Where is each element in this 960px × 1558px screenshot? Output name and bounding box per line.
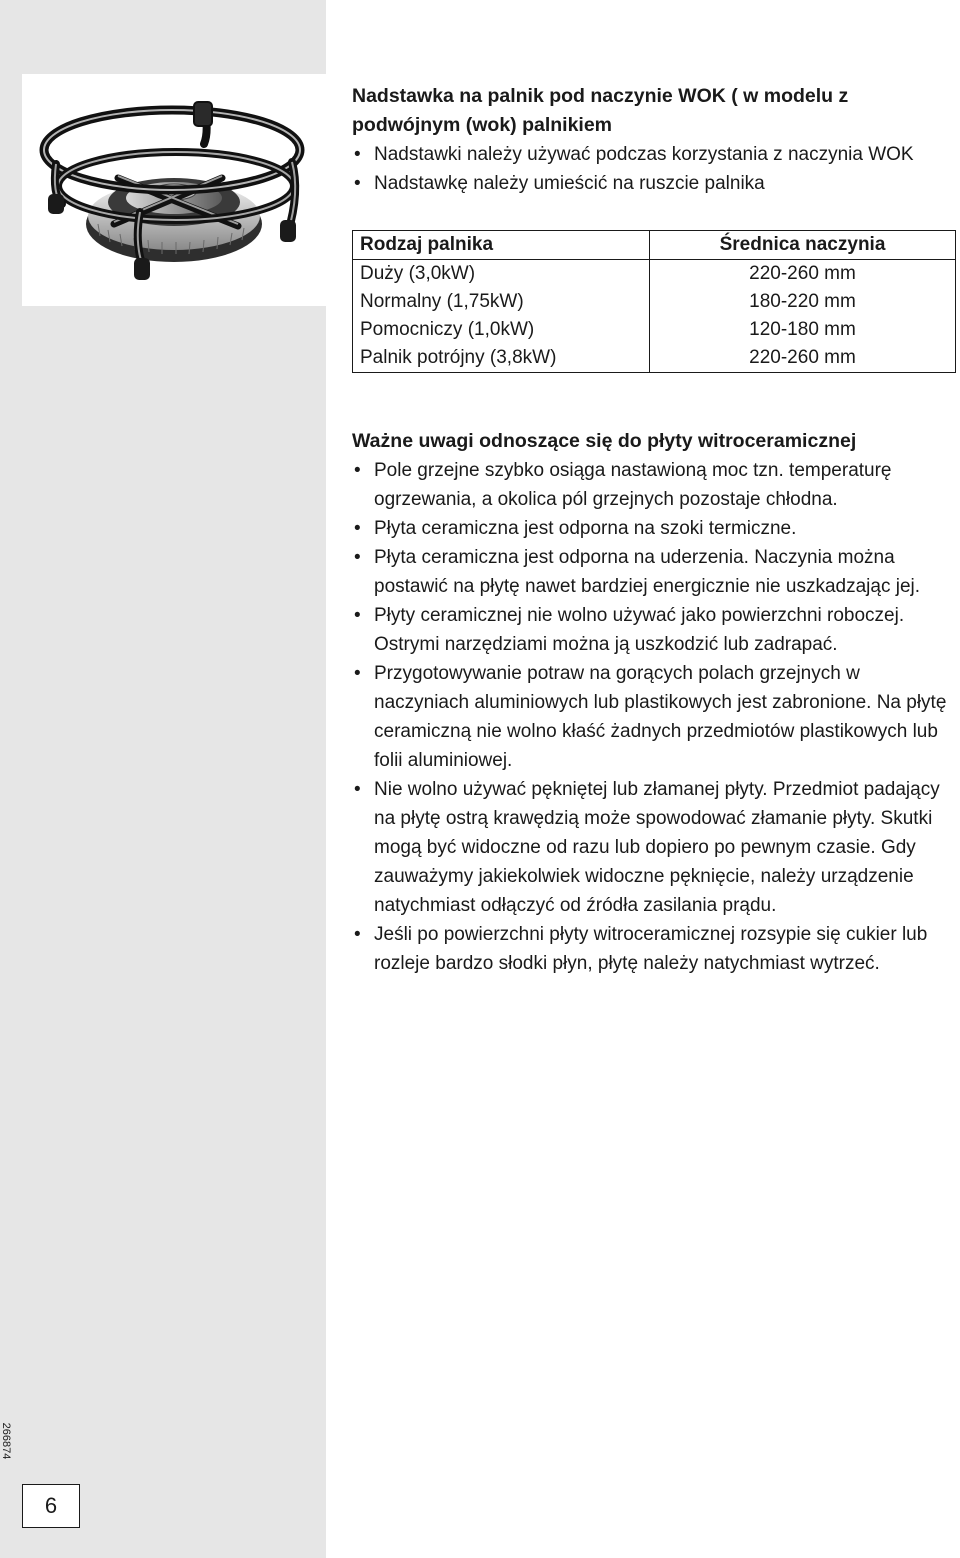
note-bullet: • Pole grzejne szybko osiąga nastawioną moc tzn. temperaturę ogrzewania, a okolica pól grzejnych pozostaje chłodna. <box>352 456 956 514</box>
burner-diameter-table <box>352 230 956 373</box>
ceramic-notes-section <box>352 427 956 978</box>
page-number: 6 <box>22 1484 80 1528</box>
header-pot-diameter: Średnica naczynia <box>650 231 956 260</box>
pot-diameter-cell: 180-220 mm <box>650 288 956 316</box>
notes-bullet-list <box>352 456 956 978</box>
wok-bullet: • Nadstawki należy używać podczas korzystania z naczynia WOK <box>352 140 956 169</box>
note-bullet: • Jeśli po powierzchni płyty witroceramicznej rozsypie się cukier lub rozleje bardzo słodki płyn, płytę należy natychmiast wytrzeć. <box>352 920 956 978</box>
burner-type-cell: Palnik potrójny (3,8kW) <box>353 344 650 373</box>
pot-diameter-cell: 120-180 mm <box>650 316 956 344</box>
wok-stand-illustration <box>22 74 326 306</box>
note-bullet: • Płyta ceramiczna jest odporna na uderzenia. Naczynia można postawić na płytę nawet bardziej energicznie nie uszkadzając jej. <box>352 543 956 601</box>
pot-diameter-cell: 220-260 mm <box>650 344 956 373</box>
table-row <box>353 344 956 373</box>
burner-type-cell: Normalny (1,75kW) <box>353 288 650 316</box>
table-row <box>353 260 956 289</box>
burner-type-cell: Duży (3,0kW) <box>353 260 650 289</box>
header-burner-type: Rodzaj palnika <box>353 231 650 260</box>
table-row <box>353 288 956 316</box>
note-bullet: • Nie wolno używać pękniętej lub złamanej płyty. Przedmiot padający na płytę ostrą krawędzią może spowodować złamanie płyty. Skutki mogą być widoczne od razu lub dopiero po pewnym czasie. Gdy zauważymy jakiekolwiek widoczne pęknięcie, należy urządzenie natychmiast odłączyć od źródła zasilania prądu. <box>352 775 956 920</box>
burner-type-cell: Pomocniczy (1,0kW) <box>353 316 650 344</box>
wok-heading: Nadstawka na palnik pod naczynie WOK ( w modelu z podwójnym (wok) palnikiem <box>352 85 849 136</box>
pot-diameter-cell: 220-260 mm <box>650 260 956 289</box>
table-row <box>353 316 956 344</box>
document-number: 266874 <box>0 1422 12 1460</box>
note-bullet: • Płyta ceramiczna jest odporna na szoki termiczne. <box>352 514 956 543</box>
table-header-row <box>353 231 956 260</box>
wok-stand-drawing <box>22 74 326 306</box>
note-bullet: • Przygotowywanie potraw na gorących polach grzejnych w naczyniach aluminiowych lub plastikowych jest zabronione. Na płytę ceramiczną nie wolno kłaść żadnych przedmiotów plastikowych lub folii aluminiowej. <box>352 659 956 775</box>
wok-bullet: • Nadstawkę należy umieścić na ruszcie palnika <box>352 169 956 198</box>
note-bullet: • Płyty ceramicznej nie wolno używać jako powierzchni roboczej. Ostrymi narzędziami można ją uszkodzić lub zadrapać. <box>352 601 956 659</box>
wok-section <box>352 82 956 198</box>
wok-bullet-list <box>352 140 956 198</box>
notes-heading: Ważne uwagi odnoszące się do płyty witroceramicznej <box>352 430 857 452</box>
